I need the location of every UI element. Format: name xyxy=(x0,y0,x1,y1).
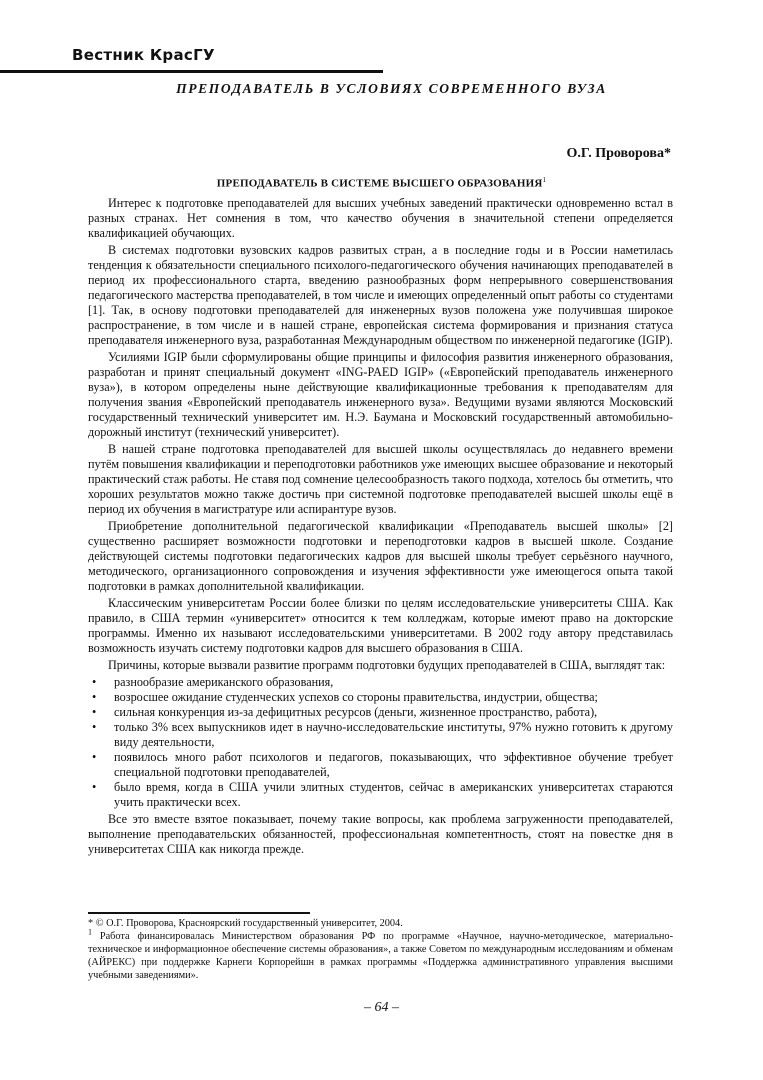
bullet-icon: • xyxy=(92,720,97,734)
list-item xyxy=(88,750,673,780)
paragraph-2: В системах подготовки вузовских кадров развитых стран, а в последние годы и в России наметилась тенденция к обязательности специального психолого-педагогического обучения начинающих преподавателей в период их профессионального старта, введению разнообразных форм непрерывного совершенствования педагогического мастерства преподавателей, в том числе и имеющих определенный опыт работы со студентами [1]. Так, в основу подготовки преподавателей для инженерных вузов положена уже получившая широкое распространение, в том числе и в нашей стране, европейская система формирования и признания статуса преподавателя инженерного вуза, разработанная Международным обществом по инженерной педагогике (IGIP). xyxy=(88,243,673,347)
footnote-funding-text: Работа финансировалась Министерством образования РФ по программе «Научное, научно-методическое, материально-техническое и информационное обеспечение системы образования», а также Советом по международным исследованиям и обменам (АЙРЕКС) при поддержке Карнеги Корпорейшн в рамках программы «Поддержка административного управления высшими учебными заведениями». xyxy=(88,931,673,981)
list-item xyxy=(88,780,673,810)
journal-name: Вестник КрасГУ xyxy=(72,46,215,64)
bullet-icon: • xyxy=(92,750,97,764)
list-item-text: появилось много работ психологов и педагогов, показывающих, что эффективное обучение требует специальной подготовки преподавателей, xyxy=(114,750,673,779)
footnote-rule xyxy=(88,912,310,914)
footnote-copyright: * © О.Г. Проворова, Красноярский государственный университет, 2004. xyxy=(88,918,403,929)
list-item xyxy=(88,705,673,720)
list-item xyxy=(88,720,673,750)
paragraph-6: Классическим университетам России более близки по целям исследовательские университеты США. Как правило, в США термин «университет» относится к тем колледжам, которые имеют право на докторские программы. Именно их называют исследовательскими университетами. В 2002 году автору представилась возможность изучать систему подготовки кадров для высшего образования в США. xyxy=(88,596,673,655)
list-item-text: только 3% всех выпускников идет в научно-исследовательские институты, 97% нужно готовить к другому виду деятельности, xyxy=(114,720,673,749)
list-item-text: было время, когда в США учили элитных студентов, сейчас в американских университетах стараются учить практически всех. xyxy=(114,780,673,809)
footnote-funding-mark: 1 xyxy=(88,927,92,937)
article-body xyxy=(88,196,673,859)
reasons-list xyxy=(88,675,673,810)
paragraph-7: Причины, которые вызвали развитие программ подготовки будущих преподавателей в США, выглядят так: xyxy=(108,658,666,672)
author-name: О.Г. Проворова* xyxy=(566,146,671,161)
bullet-icon: • xyxy=(92,675,97,689)
bullet-icon: • xyxy=(92,780,97,794)
list-item-text: возросшее ожидание студенческих успехов со стороны правительства, индустрии, общества; xyxy=(114,690,598,704)
footnotes xyxy=(88,917,673,982)
page-number: – 64 – xyxy=(364,1000,399,1015)
section-title: ПРЕПОДАВАТЕЛЬ В УСЛОВИЯХ СОВРЕМЕННОГО ВУЗА xyxy=(176,81,607,96)
bullet-icon: • xyxy=(92,705,97,719)
list-item xyxy=(88,690,673,705)
paragraph-3: Усилиями IGIP были сформулированы общие принципы и философия развития инженерного образования, разработан и принят специальный документ «ING-PAED IGIP» («Европейский преподаватель инженерного вуза»), в котором определены ныне действующие квалификационные требования к преподавателям для получения звания «Европейский преподаватель инженерного вуза». Ведущими вузами являются Московский государственный технический университет им. Н.Э. Баумана и Московский государственный автомобильно-дорожный институт (технический университет). xyxy=(88,350,673,439)
footnote-funding xyxy=(88,927,673,982)
paragraph-1: Интерес к подготовке преподавателей для высших учебных заведений практически одновременно встал в разных странах. Нет сомнения в том, что качество обучения в значительной степени определяется квалификацией обучающих. xyxy=(88,196,673,240)
article-title xyxy=(0,176,763,190)
paragraph-5: Приобретение дополнительной педагогической квалификации «Преподаватель высшей школы» [2] существенно расширяет возможности подготовки и переподготовки кадров в высшей школе. Создание действующей системы подготовки педагогических кадров для высшей школы требует серьёзного научного, методического, организационного сопровождения и изучения эффективности уже имеющегося опыта такой подготовки в рамках дополнительной квалификации. xyxy=(88,519,673,593)
article-title-text: ПРЕПОДАВАТЕЛЬ В СИСТЕМЕ ВЫСШЕГО ОБРАЗОВАНИЯ xyxy=(216,177,543,190)
bullet-icon: • xyxy=(92,690,97,704)
article-title-footnote-mark: 1 xyxy=(542,176,547,184)
header-rule xyxy=(0,70,383,73)
list-item xyxy=(88,675,673,690)
list-item-text: разнообразие американского образования, xyxy=(114,675,334,689)
list-item-text: сильная конкуренция из-за дефицитных ресурсов (деньги, жизненное пространство, работа), xyxy=(114,705,598,719)
closing-paragraph: Все это вместе взятое показывает, почему такие вопросы, как проблема загруженности преподавателей, выполнение преподавательских обязанностей, профессиональная компетентность, стоят на повестке дня в университетах США как никогда прежде. xyxy=(88,812,673,856)
paragraph-4: В нашей стране подготовка преподавателей для высшей школы осуществлялась до недавнего времени путём повышения квалификации и переподготовки работников уже имеющих высшее образование и некоторый практический стаж работы. Не ставя под сомнение целесообразность такого подхода, хотелось бы отметить, что хороших результатов можно также достичь при системной подготовке преподавателей высшей школы ещё в период их обучения в магистратуре или аспирантуре вузов. xyxy=(88,442,673,516)
